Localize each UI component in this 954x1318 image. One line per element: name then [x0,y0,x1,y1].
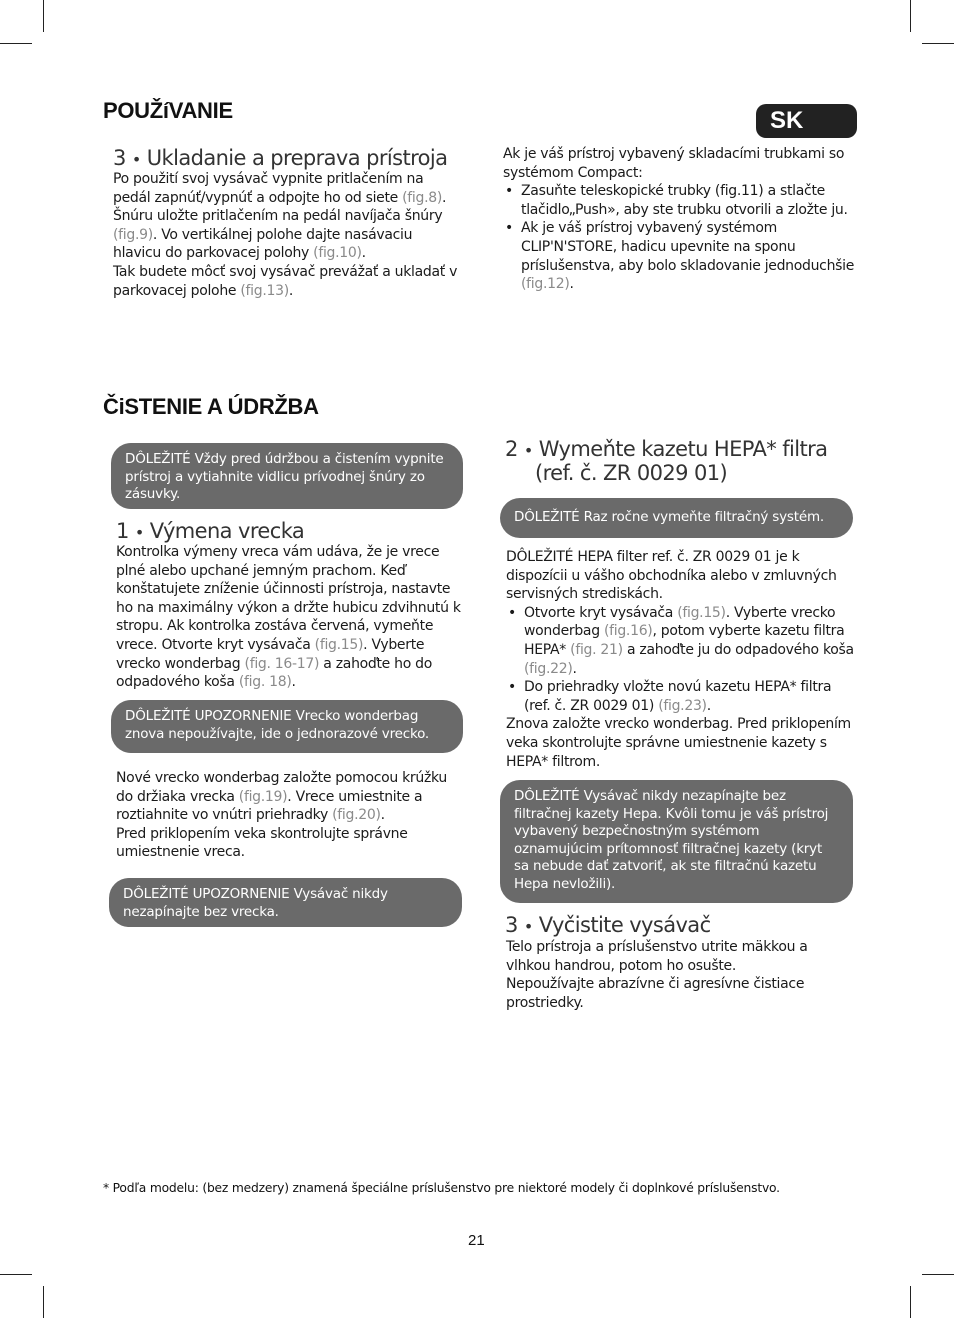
section-title-usage: POUŽíVANIE [103,98,233,123]
crop-mark [0,1274,32,1275]
figure-ref: (fig. 21) [570,641,623,658]
paragraph: Pred priklopením veka skontrolujte správne umiestnenie vreca. [116,825,408,861]
clean-text [506,938,854,1012]
crop-mark [922,43,954,44]
figure-ref: (fig.15) [677,604,726,621]
important-box: DÔLEŽITÉ Vysávač nikdy nezapínajte bez filtračnej kazety Hepa. Kvôli tomu je váš prístroj vybavený bezpečnostným systémom oznamujúcim prítomnosť filtračnej kazety (kryt sa nebude dať zatvoriť, ak ste filtračnú kazetu Hepa nevložili). [500,780,853,903]
page-number: 21 [468,1232,485,1249]
list-item: • Zasuňte teleskopické trubky (fig.11) a stlačte tlačidlo„Push», aby ste trubku otvorili a zložte ju. [503,182,855,219]
paragraph: Telo prístroja a príslušenstvo utrite mäkkou a vlhkou handrou, potom ho osušte. [506,939,808,974]
important-box: DÔLEŽITÉ Vždy pred údržbou a čistením vypnite prístroj a vytiahnite vidlicu prívodnej šnúry zo zásuvky. [111,443,463,509]
figure-ref: (fig.9) [113,226,153,243]
figure-ref: (fig.23) [658,697,707,714]
figure-ref: (fig.16) [603,623,653,640]
storage-text [113,170,461,300]
figure-ref: (fig.22) [524,660,573,677]
paragraph: Nové vrecko wonderbag založte pomocou krúžku do držiaka vrecka (fig.19). Vrece umiestnite a roztiahnite vo vnútri priehradky (fig.20). [116,770,447,824]
list-item: • Do priehradky vložte novú kazetu HEPA* filtra (ref. č. ZR 0029 01) (fig.23). [506,678,854,715]
crop-mark [910,0,911,32]
crop-mark [43,0,44,32]
hepa-list [506,604,854,716]
figure-ref: (fig.10) [313,245,362,262]
important-box: DÔLEŽITÉ Raz ročne vymeňte filtračný systém. [500,498,853,538]
subsection-title-storage: 3 • Ukladanie a preprava prístroja [113,146,448,170]
paragraph: Kontrolka výmeny vreca vám udáva, že je vrece plné alebo upchané jemným prachom. Keď konštatujete zníženie účinnosti prístroja, nastavte ho na maximálny výkon a držte hubicu zdvihnutú k stropu. Ak kontrolka zostáva červená, vymeňte vrece. Otvorte kryt vysávača (fig.15). Vyberte vrecko wonderbag (fig. 16-17) a zahoďte ho do odpadového koša (fig. 18). [116,544,461,691]
paragraph: Nepoužívajte abrazívne či agresívne čistiace prostriedky. [506,976,805,1011]
figure-ref: (fig. 18) [238,674,292,691]
paragraph: DÔLEŽITÉ HEPA filter ref. č. ZR 0029 01 je k dispozícii u vášho obchodníka alebo v zmluvných servisných strediskách. [506,549,837,603]
hepa-text [506,548,854,771]
figure-ref: (fig.8) [402,189,443,206]
footnote: * Podľa modelu: (bez medzery) znamená špeciálne príslušenstvo pre niektoré modely či doplnkové príslušenstvo. [103,1181,780,1195]
paragraph: Znova založte vrecko wonderbag. Pred priklopením veka skontrolujte správne umiestnenie kazety s HEPA* filtrom. [506,716,851,770]
paragraph: Po použití svoj vysávač vypnite pritlačením na pedál zapnúť/vypnúť a odpojte ho od siete (fig.8). [113,171,447,206]
list-item: • Otvorte kryt vysávača (fig.15). Vyberte vrecko wonderbag (fig.16), potom vyberte kazetu filtra HEPA* (fig. 21) a zahoďte ju do odpadového koša (fig.22). [506,604,854,678]
language-badge: SK [756,104,857,138]
bag-text [116,543,462,692]
crop-mark [43,1286,44,1318]
bag-install-text [116,769,462,862]
compact-text [503,145,855,294]
figure-ref: (fig.20) [332,807,381,824]
figure-ref: (fig.19) [238,788,288,805]
crop-mark [910,1286,911,1318]
figure-ref: (fig.15) [314,636,364,653]
subsection-title-clean: 3 • Vyčistite vysávač [505,913,711,937]
subsection-title-bag: 1 • Výmena vrecka [116,519,305,543]
compact-list [503,182,855,294]
paragraph: Tak budete môcť svoj vysávač prevážať a ukladať v parkovacej polohe (fig.13). [113,263,458,299]
warning-box: DÔLEŽITÉ UPOZORNENIE Vysávač nikdy nezapínajte bez vrecka. [109,878,462,927]
paragraph: Ak je váš prístroj vybavený skladacími trubkami so systémom Compact: [503,146,845,181]
figure-ref: (fig.12) [521,276,570,293]
paragraph: Šnúru uložte pritlačením na pedál navíjača šnúry (fig.9). Vo vertikálnej polohe dajte nasávaciu hlavicu do parkovacej polohy (fig.10). [113,208,443,262]
crop-mark [922,1274,954,1275]
figure-ref: (fig. 16-17) [244,655,320,672]
crop-mark [0,43,32,44]
subsection-title-hepa: 2 • Wymeňte kazetu HEPA* filtra (ref. č. ZR 0029 01) [505,437,828,485]
figure-ref: (fig.13) [240,282,289,299]
section-title-cleaning: ČiSTENIE A ÚDRŽBA [103,394,319,419]
list-item: • Ak je váš prístroj vybavený systémom CLIP'N'STORE, hadicu upevnite na sponu príslušenstva, aby bolo skladovanie jednoduchšie (fig.12). [503,219,855,293]
warning-box: DÔLEŽITÉ UPOZORNENIE Vrecko wonderbag znova nepoužívajte, ide o jednorazové vrecko. [111,700,463,753]
